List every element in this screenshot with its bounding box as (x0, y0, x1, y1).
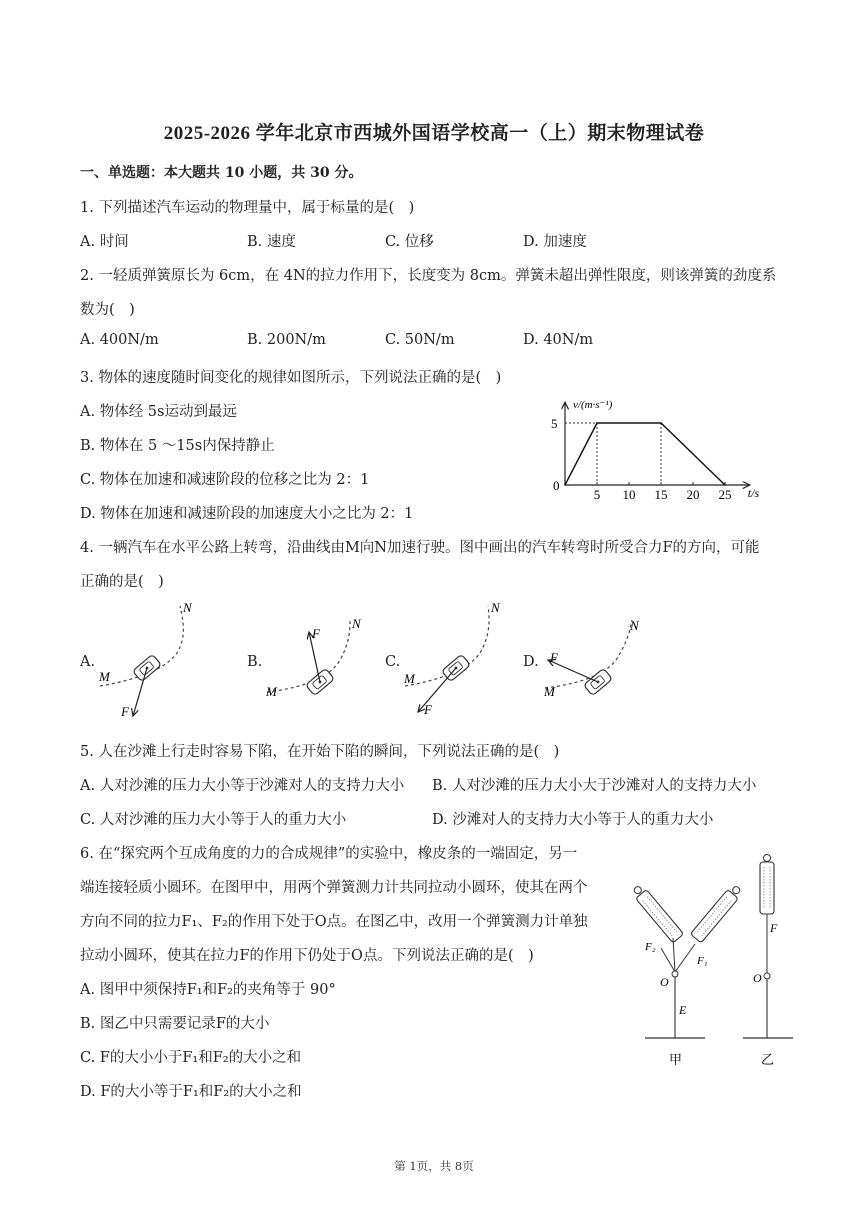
origin-label: 0 (553, 478, 560, 493)
data-point (564, 484, 566, 486)
q4-option-b-label: B. (247, 654, 263, 670)
q5-option-c: C. 人对沙滩的压力大小等于人的重力大小 (80, 812, 347, 828)
velocity-line (565, 423, 725, 485)
q3-option-a: A. 物体经 5s运动到最远 (80, 404, 237, 420)
q2-option-c: C. 50N/m (385, 332, 455, 348)
q4-option-a-label: A. (80, 654, 96, 670)
q2-option-d: D. 40N/m (523, 332, 594, 348)
q1-option-c: C. 位移 (385, 234, 434, 250)
question-6-line1: 6. 在“探究两个互成角度的力的合成规律”的实验中，橡皮条的一端固定，另一 (80, 846, 578, 862)
figure-yi (743, 855, 793, 1068)
q1-option-d: D. 加速度 (523, 234, 587, 250)
x-tick-label: 10 (622, 487, 636, 502)
o-point-label: O (753, 971, 762, 985)
question-4-stem-line1: 4. 一辆汽车在水平公路上转弯，沿曲线由M向N加速行驶。图中画出的汽车转弯时所受合力F的方向，可能 (80, 540, 760, 556)
question-6-line3: 方向不同的拉力F₁、F₂的作用下处于O点。在图乙中，改用一个弹簧测力计单独 (80, 914, 588, 930)
q6-option-a: A. 图甲中须保持F₁和F₂的夹角等于 90° (80, 982, 336, 998)
q5-option-b: B. 人对沙滩的压力大小大于沙滩对人的支持力大小 (432, 778, 757, 794)
question-2-stem-line2: 数为( ) (80, 302, 135, 318)
force-label: F (550, 650, 558, 665)
q6-option-b: B. 图乙中只需要记录F的大小 (80, 1016, 270, 1032)
y-axis-label: v/(m·s⁻¹) (573, 399, 613, 412)
m-point-label: M (404, 671, 415, 686)
n-point-label: N (183, 600, 192, 615)
q5-option-d: D. 沙滩对人的支持力大小等于人的重力大小 (432, 812, 714, 828)
q4-option-d-label: D. (523, 654, 539, 670)
q3-option-b: B. 物体在 5 ～15s内保持静止 (80, 438, 275, 454)
question-1-stem: 1. 下列描述汽车运动的物理量中，属于标量的是( ) (80, 200, 415, 216)
data-point (596, 422, 598, 424)
m-point-label: M (99, 669, 110, 684)
x-tick-label: 15 (654, 487, 668, 502)
section-heading: 一、单选题：本大题共 10 小题，共 30 分。 (80, 165, 363, 181)
q1-option-a: A. 时间 (80, 234, 129, 250)
figure-jia-label: 甲 (669, 1052, 683, 1067)
n-point-label: N (491, 600, 500, 615)
question-5-stem: 5. 人在沙滩上行走时容易下陷，在开始下陷的瞬间，下列说法正确的是( ) (80, 744, 560, 760)
force-label: F (312, 626, 320, 641)
question-3-stem: 3. 物体的速度随时间变化的规律如图所示，下列说法正确的是( ) (80, 370, 502, 386)
q1-option-b: B. 速度 (247, 234, 296, 250)
q4-option-c-label: C. (385, 654, 401, 670)
f1-label: F₁ (697, 955, 708, 967)
q4-option-b-figure (262, 610, 372, 720)
q4-option-a-figure (95, 598, 205, 723)
figure-jia (630, 883, 744, 1067)
x-tick-label: 25 (718, 487, 732, 502)
q5-option-a: A. 人对沙滩的压力大小等于沙滩对人的支持力大小 (80, 778, 405, 794)
q2-option-b: B. 200N/m (247, 332, 326, 348)
data-point (724, 484, 726, 486)
y-tick-label: 5 (551, 416, 558, 431)
q4-option-d-figure (540, 612, 650, 722)
data-point (660, 422, 662, 424)
n-point-label: N (352, 616, 361, 631)
page-title: 2025-2026 学年北京市西城外国语学校高一（上）期末物理试卷 (163, 123, 705, 144)
q6-option-d: D. F的大小等于F₁和F₂的大小之和 (80, 1084, 302, 1100)
page-footer: 第 1页，共 8页 (394, 1159, 474, 1173)
force-label: F (121, 704, 129, 719)
m-point-label: M (544, 684, 555, 699)
x-tick-label: 5 (593, 487, 601, 502)
x-axis-label: t/s (747, 486, 760, 500)
q6-option-c: C. F的大小小于F₁和F₂的大小之和 (80, 1050, 302, 1066)
question-4-stem-line2: 正确的是( ) (80, 574, 164, 590)
spring-balance-experiment-figure (615, 852, 800, 1072)
question-2-stem-line1: 2. 一轻质弹簧原长为 6cm，在 4N的拉力作用下，长度变为 8cm。弹簧未超出弹性限度，则该弹簧的劲度系 (80, 268, 777, 284)
question-6-line2: 端连接轻质小圆环。在图甲中，用两个弹簧测力计共同拉动小圆环，使其在两个 (80, 880, 588, 896)
e-label: E (679, 1003, 687, 1017)
m-point-label: M (266, 684, 277, 699)
force-label: F (424, 702, 432, 717)
o-point-label: O (660, 975, 669, 989)
q2-option-a: A. 400N/m (80, 332, 159, 348)
f2-label: F₂ (645, 941, 656, 953)
question-6-line4: 拉动小圆环，使其在拉力F的作用下仍处于O点。下列说法正确的是( ) (80, 948, 534, 964)
x-tick-label: 20 (686, 487, 700, 502)
q4-option-c-figure (400, 598, 510, 723)
q3-option-d: D. 物体在加速和减速阶段的加速度大小之比为 2：1 (80, 506, 414, 522)
q3-option-c: C. 物体在加速和减速阶段的位移之比为 2：1 (80, 472, 370, 488)
n-point-label: N (630, 618, 639, 633)
velocity-time-chart (530, 385, 790, 510)
f-label: F (770, 921, 778, 935)
figure-yi-label: 乙 (761, 1052, 775, 1067)
